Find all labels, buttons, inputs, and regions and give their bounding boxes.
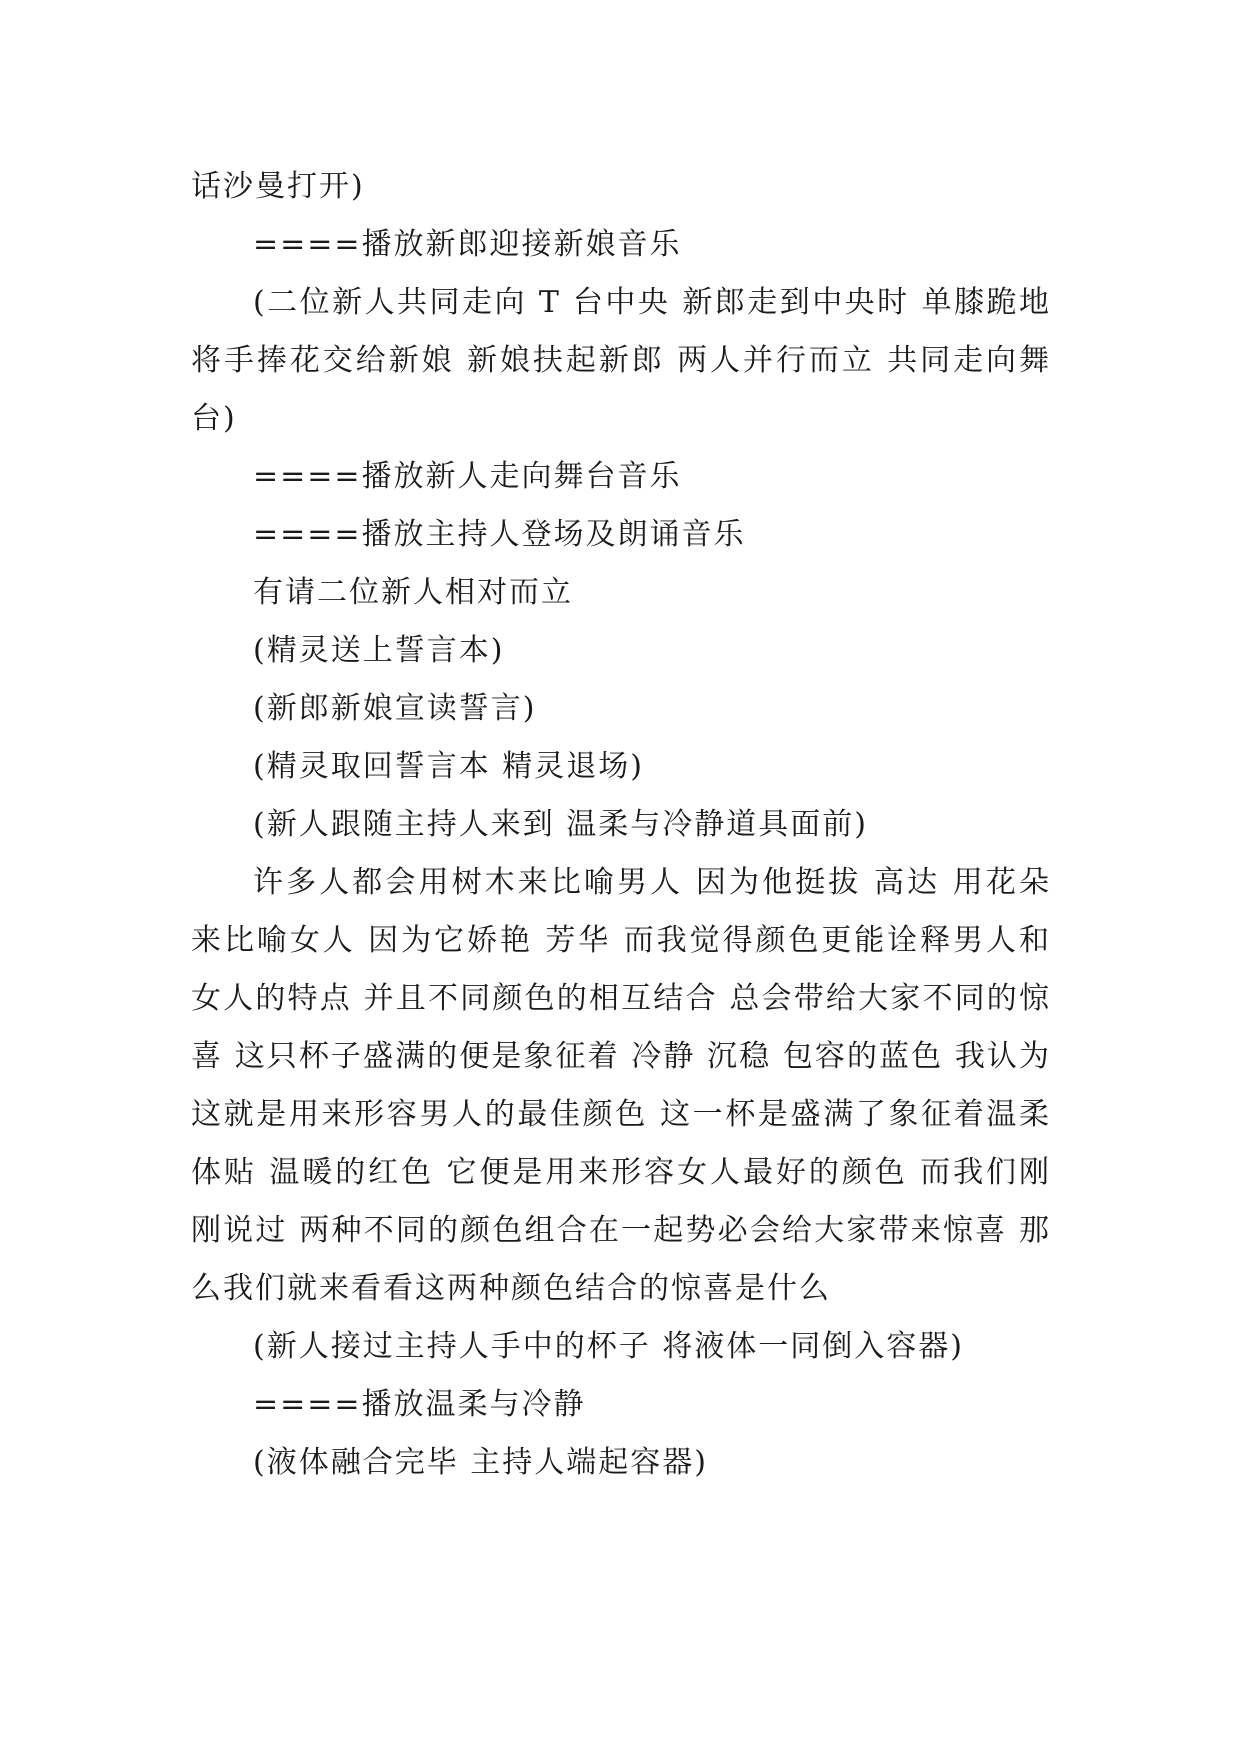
paragraph-stage-direction: (精灵取回誓言本 精灵退场) [253,749,644,784]
paragraph-music-cue: ====播放新人走向舞台音乐 [253,459,682,494]
paragraph-music-cue: ====播放温柔与冷静 [253,1387,586,1422]
document-page [191,158,1051,1492]
paragraph-stage-direction: (精灵送上誓言本) [253,633,505,668]
paragraph-music-cue: ====播放新郎迎接新娘音乐 [253,227,682,262]
paragraph-host-line: 有请二位新人相对而立 [253,575,573,610]
paragraph-music-cue: ====播放主持人登场及朗诵音乐 [253,517,746,552]
paragraph-continuation: 话沙曼打开) [191,169,365,204]
paragraph-stage-direction: (液体融合完毕 主持人端起容器) [253,1445,708,1480]
paragraph-stage-direction: (新人接过主持人手中的杯子 将液体一同倒入容器) [253,1329,964,1364]
paragraph-host-speech: 许多人都会用树木来比喻男人 因为他挺拔 高达 用花朵来比喻女人 因为它娇艳 芳华 而我觉得颜色更能诠释男人和女人的特点 并且不同颜色的相互结合 总会带给大家不同的惊喜 这只杯子盛满的便是象征着 冷静 沉稳 包容的蓝色 我认为这就是用来形容男人的最佳颜色 这一杯是盛满了象征着温柔 体贴 温暖的红色 它便是用来形容女人最好的颜色 而我们刚刚说过 两种不同的颜色组合在一起势必会给大家带来惊喜 那么我们就来看看这两种颜色结合的惊喜是什么 [191,865,1051,1306]
paragraph-stage-direction: (二位新人共同走向 T 台中央 新郎走到中央时 单膝跪地 将手捧花交给新娘 新娘扶起新郎 两人并行而立 共同走向舞台) [191,285,1051,436]
paragraph-stage-direction: (新人跟随主持人来到 温柔与冷静道具面前) [253,807,868,842]
paragraph-stage-direction: (新郎新娘宣读誓言) [253,691,537,726]
